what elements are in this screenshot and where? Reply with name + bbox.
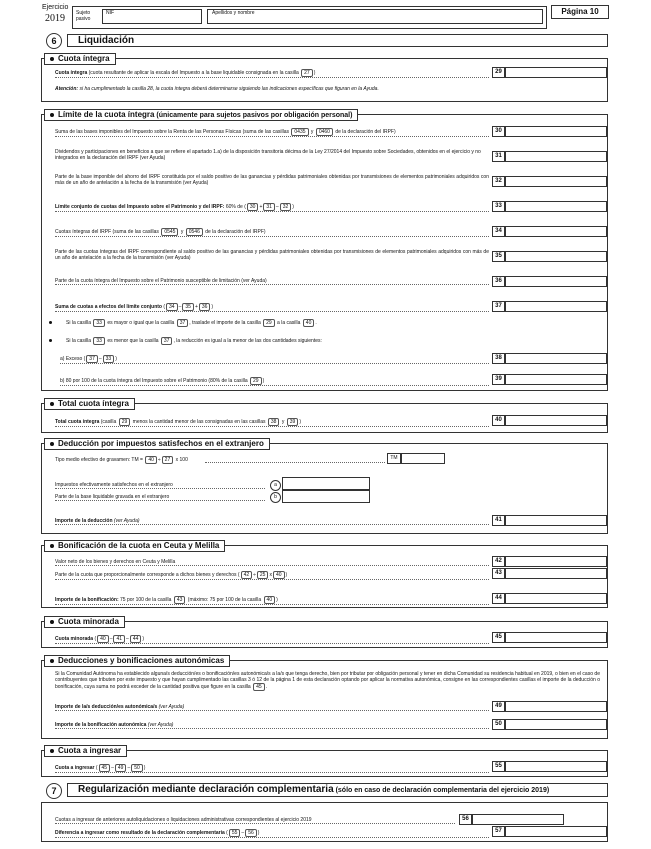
box-42-number: 42 bbox=[492, 556, 505, 567]
t: Si la casilla bbox=[66, 338, 93, 344]
box-33-number: 33 bbox=[492, 201, 505, 212]
box-29-number: 29 bbox=[492, 67, 505, 78]
t: de la declaración del IRPF) bbox=[333, 129, 396, 135]
row-38-label bbox=[60, 355, 489, 364]
bullet-2-text bbox=[66, 337, 486, 345]
box-a-input[interactable] bbox=[282, 477, 370, 490]
t: Tipo medio efectivo de gravamen: TM = bbox=[55, 457, 145, 463]
heading-text: Cuota íntegra bbox=[58, 54, 110, 63]
ref-chip: 37 bbox=[161, 337, 173, 345]
box-37-input[interactable] bbox=[505, 301, 607, 312]
ref-chip: 27 bbox=[162, 456, 174, 464]
t: ( bbox=[161, 304, 166, 310]
t: ( bbox=[224, 830, 228, 836]
tm-leader bbox=[205, 461, 385, 463]
op: – bbox=[111, 765, 114, 771]
t: Diferencia a ingresar como resultado de la declaración complementaria bbox=[55, 830, 225, 836]
heading-text: Total cuota íntegra bbox=[58, 399, 129, 408]
t: de la declaración del IRPF) bbox=[203, 229, 266, 235]
box-29-input[interactable] bbox=[505, 67, 607, 78]
t: ) bbox=[299, 419, 301, 425]
box-35-number: 35 bbox=[492, 251, 505, 262]
row-49-label bbox=[55, 704, 489, 711]
t: a) Exceso ( bbox=[60, 356, 86, 362]
t: ) bbox=[143, 765, 146, 771]
heading-text: Deducción por impuestos satisfechos en el extranjero bbox=[58, 439, 264, 448]
row-35-label: Parte de las cuotas íntegras del IRPF correspondiente al saldo positivo de las ganancias y pérdidas patrimoniales obtenidas por transmisiones de elementos patrimoniales adquiridos con más de un año de antelación a la fecha de la transmisión (ver Ayuda) bbox=[55, 249, 489, 261]
t: Importe de la deducción bbox=[55, 518, 113, 524]
box-55-number: 55 bbox=[492, 761, 505, 772]
box-45-input[interactable] bbox=[505, 632, 607, 643]
ref-chip: 0460 bbox=[316, 128, 333, 136]
ref-chip: 49 bbox=[115, 764, 127, 772]
t: Si la Comunidad Autónoma ha establecido alguna/s deducción/es o bonificación/es autonómica/s a la/s que tenga derecho, bien por tributar por obligación personal y tener en dicha Comunidad su residencia habitual en 2019, o bien en el caso de contribuyentes que tributen por este impuesto y que hayan cumplimentado las casillas 3 ó 12 de la página 1 de esta declaración optando por aplicar la normativa autonómica, consigne en las correspondientes casillas el importe de la deducción o bonificación, cuya suma no podrá exceder de la cantidad positiva que figure en la casilla bbox=[55, 671, 600, 690]
apellidos-field[interactable] bbox=[207, 9, 543, 24]
heading-text: Cuota minorada bbox=[58, 617, 119, 626]
box-44-input[interactable] bbox=[505, 593, 607, 604]
t: b) 80 por 100 de la cuota íntegra del Impuesto sobre el Patrimonio (80% de la casilla bbox=[60, 378, 249, 384]
ref-chip: 43 bbox=[174, 596, 186, 604]
row-40-label bbox=[55, 418, 489, 427]
t: Suma de las bases imponibles del Impuesto sobre la Renta de las Personas Físicas (suma de las casillas bbox=[55, 129, 291, 135]
nif-label: NIF bbox=[106, 10, 115, 16]
box-49-input[interactable] bbox=[505, 701, 607, 712]
t: Cuotas íntegras del IRPF (suma de las casillas bbox=[55, 229, 161, 235]
row-44-label bbox=[55, 596, 489, 605]
ref-chip: 40 bbox=[273, 571, 285, 579]
ref-chip: 40 bbox=[97, 635, 109, 643]
box-31-number: 31 bbox=[492, 151, 505, 162]
box-32-number: 32 bbox=[492, 176, 505, 187]
ref-chip: 44 bbox=[130, 635, 142, 643]
op: – bbox=[98, 356, 102, 362]
t: x 100 bbox=[174, 457, 188, 463]
ref-chip: 56 bbox=[245, 829, 257, 837]
ref-chip: 55 bbox=[229, 829, 241, 837]
t: (ver Ayuda) bbox=[157, 704, 185, 710]
ref-chip: 40 bbox=[303, 319, 315, 327]
ref-chip: 32 bbox=[280, 203, 292, 211]
box-57-number: 57 bbox=[492, 826, 505, 837]
row-41-label bbox=[55, 518, 489, 525]
row-b-label: Parte de la base liquidable gravada en el extranjero bbox=[55, 494, 265, 501]
ref-chip: 40 bbox=[264, 596, 276, 604]
box-33-input[interactable] bbox=[505, 201, 607, 212]
box-50-input[interactable] bbox=[505, 719, 607, 730]
box-45-number: 45 bbox=[492, 632, 505, 643]
t: Importe de la/s deducción/es autonómica/s bbox=[55, 704, 158, 710]
box-36-number: 36 bbox=[492, 276, 505, 287]
ref-chip: 50 bbox=[131, 764, 143, 772]
row-39-label bbox=[60, 377, 489, 386]
box-36-input[interactable] bbox=[505, 276, 607, 287]
atencion-bold: Atención: bbox=[55, 86, 79, 92]
bonificacion-heading bbox=[44, 540, 225, 552]
ref-chip: 0435 bbox=[291, 128, 308, 136]
row-a-label: Impuestos efectivamente satisfechos en el extranjero bbox=[55, 482, 265, 489]
ref-chip: 33 bbox=[93, 319, 105, 327]
t: ( bbox=[93, 636, 97, 642]
box-32-input[interactable] bbox=[505, 176, 607, 187]
box-34-input[interactable] bbox=[505, 226, 607, 237]
tm-input[interactable] bbox=[401, 453, 445, 464]
t: ) bbox=[285, 572, 288, 578]
ref-chip: 45 bbox=[99, 764, 111, 772]
bullet-icon bbox=[50, 442, 54, 446]
t: Importe de la bonificación: bbox=[55, 597, 119, 603]
bullet-icon bbox=[50, 402, 54, 406]
ref-chip: 36 bbox=[199, 303, 211, 311]
op: – bbox=[127, 765, 131, 771]
row-29-label bbox=[55, 69, 489, 78]
box-38-number: 38 bbox=[492, 353, 505, 364]
box-b-input[interactable] bbox=[282, 490, 370, 503]
row-34-label bbox=[55, 228, 489, 237]
box-43-input[interactable] bbox=[505, 568, 607, 579]
heading-text: Deducciones y bonificaciones autonómicas bbox=[58, 656, 225, 665]
bullet-icon bbox=[49, 339, 52, 342]
t: y bbox=[179, 229, 185, 235]
box-37-number: 37 bbox=[492, 301, 505, 312]
box-38-input[interactable] bbox=[505, 353, 607, 364]
ref-chip: 29 bbox=[119, 418, 131, 426]
t: , la reducción es igual a la menor de las dos cantidades siguientes: bbox=[173, 338, 322, 344]
box-b-code: b bbox=[270, 492, 281, 503]
row-29-end: ) bbox=[313, 70, 316, 76]
row-31-label: Dividendos y participaciones en beneficios a que se refiere el apartado 1.a) de la disposición transitoria décima de la Ley 27/2014 del Impuesto sobre Sociedades, obtenidos en el ejercicio y no integrados en la declaración del IRPF (ver Ayuda) bbox=[55, 149, 481, 161]
row-50-label bbox=[55, 722, 489, 729]
box-56-input[interactable] bbox=[472, 814, 564, 825]
bullet-icon bbox=[50, 620, 54, 624]
ref-chip: 33 bbox=[103, 355, 115, 363]
ref-chip: 33 bbox=[93, 337, 105, 345]
box-49-number: 49 bbox=[492, 701, 505, 712]
t: es mayor o igual que la casilla bbox=[105, 320, 176, 326]
t: y bbox=[280, 419, 286, 425]
nif-field[interactable] bbox=[102, 9, 202, 24]
box-41-input[interactable] bbox=[505, 515, 607, 526]
heading-text: Cuota a ingresar bbox=[58, 746, 122, 755]
heading-text: Bonificación de la cuota en Ceuta y Melilla bbox=[58, 541, 220, 550]
row-33-label bbox=[55, 203, 489, 212]
op: – bbox=[178, 304, 182, 310]
t: . bbox=[265, 684, 268, 690]
section-7-subtitle: (sólo en caso de declaración complementaria del ejercicio 2019) bbox=[333, 787, 550, 794]
autonomicas-heading bbox=[44, 655, 230, 667]
sujeto-pasivo-label: Sujeto pasivo bbox=[76, 10, 91, 22]
deduccion-heading bbox=[44, 438, 270, 450]
op: – bbox=[109, 636, 113, 642]
t: Suma de cuotas a efectos del límite conjunto bbox=[55, 304, 162, 310]
t: Parte de la cuota que proporcionalmente corresponde a dichos bienes y derechos ( bbox=[55, 572, 240, 578]
t: Cuota minorada bbox=[55, 636, 94, 642]
apellidos-label: Apellidos y nombre bbox=[212, 10, 255, 16]
ingresar-heading bbox=[44, 745, 127, 757]
box-34-number: 34 bbox=[492, 226, 505, 237]
bullet-icon bbox=[50, 113, 54, 117]
section-7-number: 7 bbox=[46, 783, 62, 799]
ref-chip: 41 bbox=[113, 635, 125, 643]
t: Importe de la bonificación autonómica bbox=[55, 722, 147, 728]
ref-chip: 37 bbox=[177, 319, 189, 327]
t: ) bbox=[115, 356, 117, 362]
t: y bbox=[309, 129, 315, 135]
ref-chip: 34 bbox=[166, 303, 178, 311]
ref-chip: 31 bbox=[263, 203, 275, 211]
row-30-label bbox=[55, 128, 489, 137]
box-50-number: 50 bbox=[492, 719, 505, 730]
t: (ver Ayuda) bbox=[112, 518, 140, 524]
box-39-input[interactable] bbox=[505, 374, 607, 385]
box-41-number: 41 bbox=[492, 515, 505, 526]
ref-chip: 37 bbox=[86, 355, 98, 363]
t: , traslade el importe de la casilla bbox=[189, 320, 263, 326]
box-31-input[interactable] bbox=[505, 151, 607, 162]
heading-text: Límite de la cuota íntegra bbox=[58, 110, 155, 119]
box-40-number: 40 bbox=[492, 415, 505, 426]
autonomicas-paragraph bbox=[55, 671, 600, 691]
row-36-label: Parte de la cuota íntegra del Impuesto sobre el Patrimonio susceptible de limitación (ver Ayuda) bbox=[55, 278, 489, 285]
bullet-icon bbox=[50, 749, 54, 753]
op: – bbox=[275, 204, 279, 210]
t: Límite conjunto de cuotas del Impuesto sobre el Patrimonio y del IRPF: bbox=[55, 204, 225, 210]
t: 75 por 100 de la casilla bbox=[118, 597, 173, 603]
t: Total cuota íntegra bbox=[55, 419, 100, 425]
section-7-title-text: Regularización mediante declaración complementaria bbox=[78, 784, 334, 795]
cuota-integra-heading bbox=[44, 53, 116, 65]
t: Si la casilla bbox=[66, 320, 93, 326]
row-29-text: (cuota resultante de aplicar la escala del Impuesto a la base liquidable consignada en la casilla bbox=[87, 70, 301, 76]
t: (casilla bbox=[99, 419, 118, 425]
ref-chip: 25 bbox=[257, 571, 269, 579]
row-56-label: Cuotas a ingresar de anteriores autoliquidaciones o liquidaciones administrativas correspondientes al ejercicio 2019 bbox=[55, 817, 455, 824]
box-56-number: 56 bbox=[459, 814, 472, 825]
limite-heading bbox=[44, 109, 358, 121]
row-45-label bbox=[55, 635, 489, 644]
bullet-1-text bbox=[66, 319, 486, 327]
t: a la casilla bbox=[275, 320, 302, 326]
ref-chip: 45 bbox=[253, 683, 265, 691]
t: ) bbox=[211, 304, 214, 310]
row-57-label bbox=[55, 829, 489, 838]
ref-chip: 39 bbox=[287, 418, 299, 426]
tm-code: TM bbox=[387, 453, 401, 464]
t: ) bbox=[262, 378, 265, 384]
t: es menor que la casilla bbox=[105, 338, 160, 344]
op: ÷ bbox=[253, 572, 256, 578]
op: – bbox=[126, 636, 129, 642]
section-6-title: Liquidación bbox=[67, 34, 608, 47]
bullet-icon bbox=[50, 544, 54, 548]
t: ) bbox=[276, 597, 278, 603]
t: ) bbox=[142, 636, 145, 642]
op: ÷ bbox=[157, 457, 161, 463]
atencion-text: si ha cumplimentado la casilla 28, la cuota íntegra deberá determinarse siguiendo las indicaciones específicas que figuran en la Ayuda. bbox=[78, 86, 379, 92]
ejercicio-year: 2019 bbox=[45, 13, 65, 24]
ref-chip: 42 bbox=[241, 571, 253, 579]
bullet-icon bbox=[50, 57, 54, 61]
heading-subtitle: (únicamente para sujetos pasivos por obligación personal) bbox=[154, 112, 353, 119]
box-43-number: 43 bbox=[492, 568, 505, 579]
total-cuota-heading bbox=[44, 398, 135, 410]
box-57-input[interactable] bbox=[505, 826, 607, 837]
ref-chip: 35 bbox=[182, 303, 194, 311]
t: (máximo: 75 por 100 de la casilla bbox=[186, 597, 263, 603]
row-42-label: Valor neto de los bienes y derechos en Ceuta y Melilla bbox=[55, 559, 489, 566]
op: + bbox=[194, 304, 198, 310]
op: – bbox=[241, 830, 245, 836]
ref-chip: 30 bbox=[247, 203, 259, 211]
row-43-label bbox=[55, 571, 489, 580]
t: menos la cantidad menor de las consignadas en las casillas bbox=[131, 419, 267, 425]
ref-chip: 27 bbox=[301, 69, 313, 77]
box-39-number: 39 bbox=[492, 374, 505, 385]
row-37-label bbox=[55, 303, 489, 312]
ejercicio-label: Ejercicio bbox=[42, 4, 69, 11]
bullet-icon bbox=[49, 321, 52, 324]
bullet-icon bbox=[50, 659, 54, 663]
ref-chip: 0545 bbox=[161, 228, 178, 236]
t: (ver Ayuda) bbox=[146, 722, 174, 728]
minorada-heading bbox=[44, 616, 125, 628]
t: ) bbox=[257, 830, 260, 836]
box-30-number: 30 bbox=[492, 126, 505, 137]
op: x bbox=[269, 572, 272, 578]
t: 60% de ( bbox=[224, 204, 246, 210]
t: ( bbox=[94, 765, 98, 771]
op: + bbox=[259, 204, 263, 210]
cuota-integra-frame bbox=[41, 58, 608, 102]
ref-chip: 40 bbox=[145, 456, 157, 464]
atencion-note bbox=[55, 86, 595, 92]
box-a-code: a bbox=[270, 480, 281, 491]
t: ) bbox=[292, 204, 294, 210]
t: . bbox=[315, 320, 317, 326]
row-29-bold: Cuota íntegra bbox=[55, 70, 88, 76]
row-32-label: Parte de la base imponible del ahorro del IRPF constituida por el saldo positivo de las ganancias y pérdidas patrimoniales obtenidas por transmisiones de elementos patrimoniales adquiridos con más de un año de antelación a la fecha de la transmisión (ver Ayuda) bbox=[55, 174, 489, 186]
ref-chip: 0546 bbox=[186, 228, 203, 236]
row-55-label bbox=[55, 764, 489, 773]
ref-chip: 29 bbox=[263, 319, 275, 327]
box-40-input[interactable] bbox=[505, 415, 607, 426]
pagina-box: Página 10 bbox=[551, 5, 609, 19]
box-35-input[interactable] bbox=[505, 251, 607, 262]
box-44-number: 44 bbox=[492, 593, 505, 604]
t: Cuota a ingresar bbox=[55, 765, 95, 771]
box-55-input[interactable] bbox=[505, 761, 607, 772]
ref-chip: 38 bbox=[268, 418, 280, 426]
section-6-number: 6 bbox=[46, 33, 62, 49]
box-42-input[interactable] bbox=[505, 556, 607, 567]
ref-chip: 29 bbox=[250, 377, 262, 385]
section-7-title bbox=[67, 783, 608, 797]
box-30-input[interactable] bbox=[505, 126, 607, 137]
